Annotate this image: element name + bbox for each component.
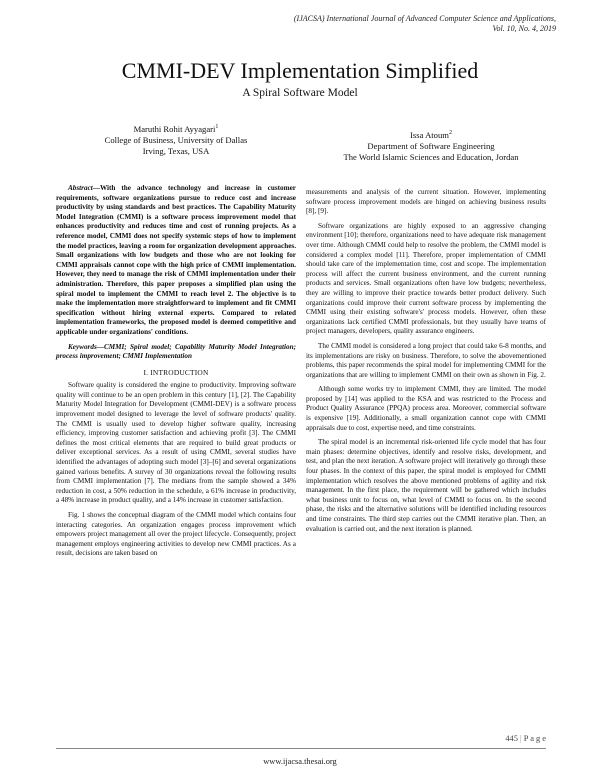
author-location-2: The World Islamic Sciences and Education, Jordan [343, 152, 519, 163]
author-affiliation-2: Department of Software Engineering [367, 141, 495, 152]
journal-website[interactable]: www.ijacsa.thesai.org [263, 757, 337, 766]
abstract-label: Abstract [68, 184, 93, 192]
abstract [56, 184, 296, 338]
author-location-1: Irving, Texas, USA [142, 146, 210, 157]
left-paragraph-1: Software quality is considered the engine to productivity. Improving software quality will continue to be an open problem in this century [1], [2]. The Capability Maturity Model Integration for Development (CMMI-DEV) is a software process improvement model designed to leverage the level of software products' quality. The CMMI is usually used to develop higher software quality, increasing efficiency, improving customer satisfaction and achieving profit [3]. The CMMI defines the most critical elements that are required to build great products or deliver exceptional services. As a result of using CMMI, several studies have identified the advantages of adopting such model [3]–[6] and several organizations gained various benefits. A survey of 30 organizations reveal the following results from CMMI implementation [7]. The medians from the sample showed a 34% reduction in cost, a 50% reduction in the schedule, a 61% increase in productivity, a 48% increase in product quality, and a 14% increase in customer satisfaction. [56, 381, 296, 505]
keywords-label: Keywords [68, 342, 97, 351]
page-separator: | [519, 734, 522, 743]
right-paragraph-5: The spiral model is an incremental risk-oriented life cycle model that has four main phases: determine objectives, identify and resolve risks, development, and test, and plan the next iteration. A software project will iteratively go through these four phases. In the context of this paper, the spiral model is employed for CMMI implementation which resolves the above mentioned problems of agility and risk management. In the first place, the requirement will be gathered which includes what business unit to focus on, what level of CMMI to focus on. In the second phase, the risks and the alternative solutions will be identified including resources and time constraints. The third step carries out the CMMI iterative plan. Then, an evaluation is carried out, and the next iteration is planned. [306, 438, 546, 533]
right-paragraph-1: measurements and analysis of the current situation. However, implementing software process improvement models are hinged on achieving business results [8], [9]. [306, 188, 546, 216]
left-column [56, 184, 296, 564]
keywords-text: —CMMI; Spiral model; Capability Maturity Model Integration; process improvement; CMMI Implementation [56, 342, 296, 361]
left-paragraph-2: Fig. 1 shows the conceptual diagram of the CMMI model which contains four interacting categories. An organization engages process improvement which empowers project management all over the project lifecycle. Consequently, project management employs engineering activities to develop new CMMI practices. As a result, decisions are taken based on [56, 511, 296, 558]
journal-name: (IJACSA) International Journal of Advanced Computer Science and Applications, [293, 14, 556, 23]
paper-subtitle: A Spiral Software Model [242, 87, 358, 99]
author-name-1: Maruthi Rohit Ayyagari$^1$ [133, 123, 219, 134]
paper-title: CMMI-DEV Implementation Simplified [121, 58, 479, 83]
author-affiliation-1: College of Business, University of Dallas [104, 135, 248, 146]
right-paragraph-3: The CMMI model is considered a long project that could take 6-8 months, and its implementations are risky on business. Therefore, to solve the abovementioned problems, this paper recommends the spiral model for implementing CMMI for the organizations that are willing to implement CMMI on their own as shown in Fig. 2. [306, 341, 546, 379]
keywords [56, 343, 296, 362]
right-paragraph-2: Software organizations are highly exposed to an aggressive changing environment [10]; therefore, organizations need to have adequate risk management over time. Although CMMI could help to resolve the problem, the CMMI model is considered a complex model [11]. Therefore, proper implementation of CMMI should take care of the implementation time, cost and scope. The implementation process will affect the current business environment, and the current running products and services. Small organizations often have low budgets; nevertheless, they are willing to improve their practice towards better product delivery. Such organizations could improve their current software process by implementing the CMMI using their existing software's' process models. However, often these organizations lack certified CMMI professionals, but they usually have teams of project managers, developers, quality assurance engineers. [306, 221, 546, 336]
page-label: P a g e [523, 734, 546, 743]
author-mark-2: 2 [448, 130, 452, 136]
page-number-value: 445 [505, 734, 518, 743]
journal-volume: Vol. 10, No. 4, 2019 [492, 24, 556, 33]
author-block-1 [56, 122, 296, 157]
page-number [505, 734, 546, 743]
right-column [306, 188, 546, 539]
footer-divider [56, 748, 546, 749]
abstract-text: —With the advance technology and increase in customer requirements, software organizations pursue to reduce cost and increase productivity by using standards and best practices. The Capability Maturity Model Integration (CMMI) is a software process improvement model that enhances productivity and reduces time and cost of running projects. As a reference model, CMMI does not specify systemic steps of how to implement the model practices, leaving a room for organization development approaches. Small organizations with low budgets and those who are not looking for CMMI appraisals cannot cope with the high price of CMMI implementation. However, they need to manage the risk of CMMI implementation under their administration. Therefore, this paper proposes a simplified plan using the spiral model to implement the CMMI to reach level 2. The objective is to make the implementation more straightforward to implement and fit CMMI specification without hiring external experts. Compared to related implementation frameworks, the proposed model is deemed competitive and applicable under organizations' conditions. [56, 184, 296, 336]
author-block-2 [306, 128, 556, 163]
right-paragraph-4: Although some works try to implement CMMI, they are limited. The model proposed by [14] was applied to the KSA and was restricted to the Process and Product Quality Assurance (PPQA) process area. Moreover, commercial software is expensive [19]. Additionally, a small organization cannot cope with CMMI appraisals due to cost, expertise need, and time constraints. [306, 385, 546, 432]
journal-header [156, 14, 556, 34]
section-heading-introduction: I. INTRODUCTION [143, 367, 209, 377]
author-name-2: Issa Atoum$^2$ [410, 129, 452, 140]
author-mark-1: 1 [215, 124, 219, 130]
